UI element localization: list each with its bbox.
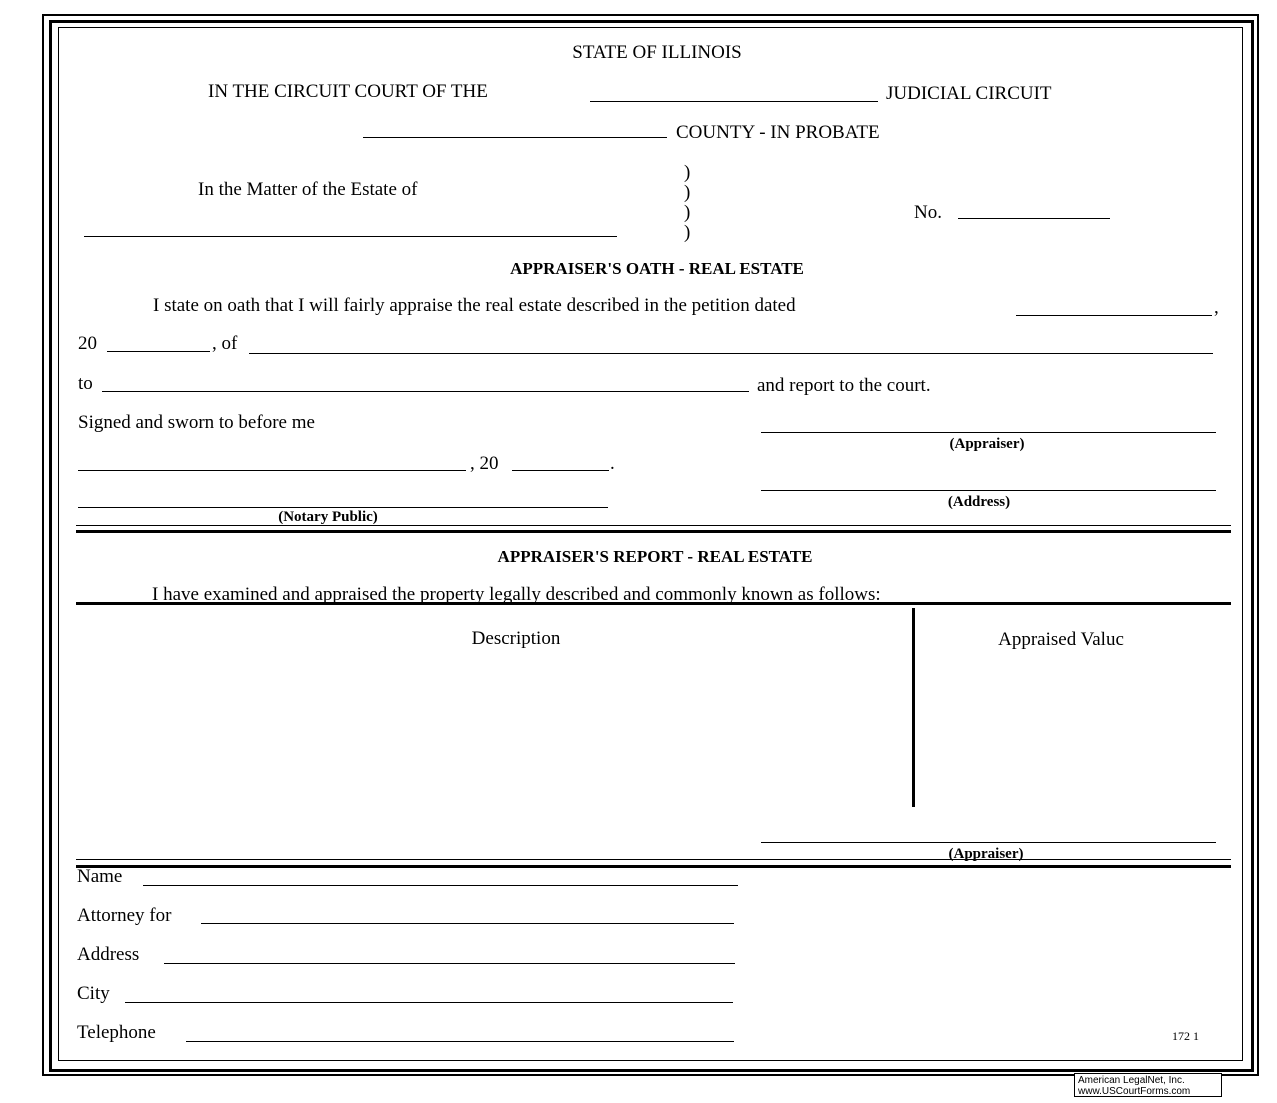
footer-divider [76,865,1231,868]
caption-paren: ) [684,202,691,223]
petition-date-field[interactable] [1016,315,1212,316]
county-field[interactable] [363,137,667,138]
form-number: 172 1 [1172,1029,1199,1043]
court-prefix: IN THE CIRCUIT COURT OF THE [208,81,488,102]
oath-statement: I state on oath that I will fairly appraise the real estate described in the petition dated [153,295,796,316]
city-label: City [77,983,110,1004]
appraiser-address-field[interactable] [761,490,1216,491]
report-appraiser-signature-field[interactable] [761,842,1216,843]
sworn-year-field[interactable] [512,470,609,471]
address-label: Address [77,944,140,965]
sworn-period: . [610,453,615,474]
county-label: COUNTY - IN PROBATE [676,122,880,143]
property-of-field[interactable] [249,353,1213,354]
description-area[interactable] [78,660,908,800]
of-label: , of [212,333,238,354]
estate-name-field[interactable] [84,236,617,237]
notary-signature-field[interactable] [78,507,608,508]
appraised-value-area[interactable] [918,660,1218,800]
city-field[interactable] [125,1002,733,1003]
state-heading: STATE OF ILLINOIS [572,42,742,63]
publisher-stamp [1074,1073,1222,1097]
appraiser-signature-field[interactable] [761,432,1216,433]
appraised-value-column-header: Appraised Valuc [998,629,1124,650]
table-top-rule [76,602,1231,605]
attorney-for-label: Attorney for [77,905,172,926]
report-intro: I have examined and appraised the property legally described and commonly known as follows: [152,584,881,605]
notary-caption: (Notary Public) [278,509,378,525]
appraiser-caption: (Appraiser) [949,436,1025,452]
description-column-header: Description [471,628,561,649]
sworn-year-prefix: , 20 [470,453,499,474]
telephone-label: Telephone [77,1022,156,1043]
publisher-website: www.USCourtForms.com [1078,1086,1191,1097]
section-divider [76,530,1231,533]
year-prefix: 20 [78,333,97,354]
estate-matter-label: In the Matter of the Estate of [198,179,418,200]
caption-paren: ) [684,222,691,243]
report-to-field[interactable] [102,391,749,392]
report-to-court-label: and report to the court. [757,375,931,396]
signed-sworn-label: Signed and sworn to before me [78,412,315,433]
name-field[interactable] [143,885,738,886]
address-caption: (Address) [947,494,1011,510]
caption-paren: ) [684,182,691,203]
publisher-name: American LegalNet, Inc. [1078,1075,1185,1086]
table-column-divider [912,608,915,807]
footer-divider [76,859,1231,860]
petition-year-field[interactable] [107,351,210,352]
report-appraiser-caption: (Appraiser) [948,846,1024,862]
caption-paren: ) [684,162,691,183]
report-title: APPRAISER'S REPORT - REAL ESTATE [497,547,813,566]
judicial-circuit-field[interactable] [590,101,878,102]
case-number-field[interactable] [958,218,1110,219]
case-number-label: No. [914,202,942,223]
section-divider [76,525,1231,526]
address-field[interactable] [164,963,735,964]
attorney-for-field[interactable] [201,923,734,924]
name-label: Name [77,866,123,887]
telephone-field[interactable] [186,1041,734,1042]
to-label: to [78,373,93,394]
oath-title: APPRAISER'S OATH - REAL ESTATE [510,259,804,278]
court-suffix: JUDICIAL CIRCUIT [886,83,1052,104]
sworn-date-field[interactable] [78,470,466,471]
oath-comma: , [1214,297,1219,318]
